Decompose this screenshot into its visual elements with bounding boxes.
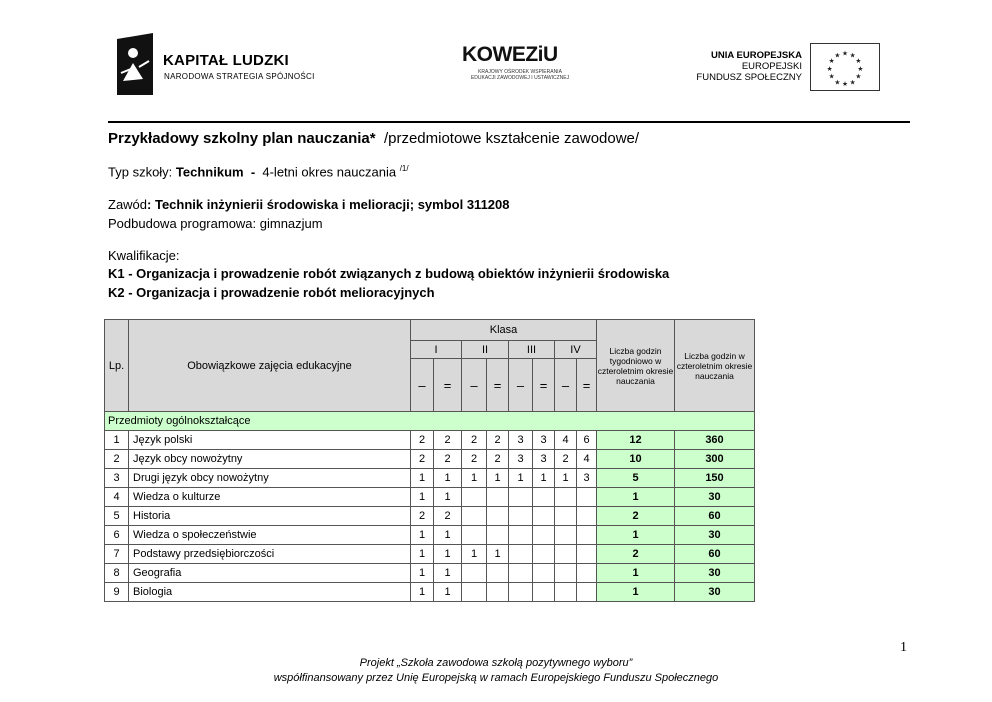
row-semester-hours: 6 — [577, 431, 597, 450]
eu-line-1: UNIA EUROPEJSKA — [711, 50, 802, 61]
row-semester-hours: 1 — [434, 583, 462, 602]
title-rest: /przedmiotowe kształcenie zawodowe/ — [383, 130, 640, 147]
row-semester-hours — [577, 583, 597, 602]
row-semester-hours — [462, 583, 487, 602]
row-semester-hours — [577, 545, 597, 564]
svg-text:★: ★ — [849, 51, 856, 60]
table-row — [105, 488, 755, 507]
class-header: I — [411, 341, 462, 359]
row-semester-hours: 1 — [411, 488, 434, 507]
kowezu-logo: KOWEZiU — [462, 43, 558, 66]
row-semester-hours: 2 — [434, 431, 462, 450]
study-plan-table — [104, 319, 755, 602]
row-subject: Podstawy przedsiębiorczości — [129, 545, 411, 564]
row-semester-hours — [509, 488, 533, 507]
row-total-hours: 30 — [675, 583, 755, 602]
total-hours-header: Liczba godzin w czteroletnim okresie nauczania — [675, 320, 755, 412]
semester-header: – — [509, 359, 533, 412]
row-lp: 4 — [105, 488, 129, 507]
class-header: II — [462, 341, 509, 359]
row-total-hours: 300 — [675, 450, 755, 469]
row-semester-hours — [462, 564, 487, 583]
page-number: 1 — [900, 640, 907, 655]
row-semester-hours: 1 — [434, 545, 462, 564]
row-subject: Wiedza o kulturze — [129, 488, 411, 507]
school-type: Technikum — [175, 164, 244, 180]
class-header: III — [509, 341, 555, 359]
table-row — [105, 431, 755, 450]
row-weekly-hours: 2 — [597, 507, 675, 526]
semester-header: – — [462, 359, 487, 412]
row-semester-hours — [555, 488, 577, 507]
row-total-hours: 360 — [675, 431, 755, 450]
row-total-hours: 60 — [675, 545, 755, 564]
row-weekly-hours: 5 — [597, 469, 675, 488]
svg-text:★: ★ — [855, 72, 862, 81]
row-semester-hours — [487, 507, 509, 526]
title-bold: Przykładowy szkolny plan nauczania* — [108, 130, 376, 147]
semester-header: = — [577, 359, 597, 412]
school-type-line — [108, 164, 409, 179]
row-semester-hours — [509, 545, 533, 564]
table-row — [105, 469, 755, 488]
row-semester-hours — [487, 526, 509, 545]
semester-header: = — [487, 359, 509, 412]
row-semester-hours — [533, 545, 555, 564]
row-semester-hours: 1 — [533, 469, 555, 488]
semester-header: = — [533, 359, 555, 412]
row-lp: 2 — [105, 450, 129, 469]
row-semester-hours — [533, 583, 555, 602]
row-semester-hours: 3 — [577, 469, 597, 488]
row-subject: Biologia — [129, 583, 411, 602]
table-row — [105, 583, 755, 602]
row-semester-hours — [555, 526, 577, 545]
row-total-hours: 30 — [675, 526, 755, 545]
school-note: /1/ — [399, 164, 409, 173]
occupation: : Technik inżynierii środowiska i melioracji; symbol 311208 — [147, 197, 510, 212]
row-weekly-hours: 1 — [597, 583, 675, 602]
occupation-label: Zawód — [108, 197, 148, 212]
row-semester-hours: 1 — [434, 564, 462, 583]
svg-text:★: ★ — [834, 78, 841, 87]
semester-header: = — [434, 359, 462, 412]
row-semester-hours — [577, 488, 597, 507]
eu-flag-icon — [810, 43, 880, 91]
row-weekly-hours: 1 — [597, 564, 675, 583]
row-lp: 7 — [105, 545, 129, 564]
row-semester-hours — [555, 545, 577, 564]
row-semester-hours: 1 — [487, 545, 509, 564]
row-lp: 1 — [105, 431, 129, 450]
row-semester-hours — [509, 507, 533, 526]
footer-line-1: Projekt „Szkoła zawodowa szkołą pozytywnego wyboru” — [359, 657, 633, 669]
lp-header: Lp. — [105, 320, 129, 412]
row-semester-hours: 1 — [434, 526, 462, 545]
row-lp: 3 — [105, 469, 129, 488]
subject-header: Obowiązkowe zajęcia edukacyjne — [129, 320, 411, 412]
row-semester-hours — [555, 507, 577, 526]
kapital-ludzki-logo-icon — [117, 33, 153, 95]
row-semester-hours — [533, 507, 555, 526]
table-row — [105, 526, 755, 545]
row-semester-hours — [577, 564, 597, 583]
svg-text:★: ★ — [855, 57, 862, 66]
eu-text — [690, 50, 802, 83]
table-row — [105, 564, 755, 583]
row-total-hours: 60 — [675, 507, 755, 526]
row-semester-hours: 2 — [462, 431, 487, 450]
table-row — [105, 507, 755, 526]
weekly-hours-header: Liczba godzin tygodniowo w czteroletnim okresie nauczania — [597, 320, 675, 412]
row-semester-hours: 3 — [533, 450, 555, 469]
section-general-subjects: Przedmioty ogólnokształcące — [105, 412, 755, 431]
svg-text:★: ★ — [826, 64, 833, 73]
row-semester-hours: 1 — [411, 526, 434, 545]
row-semester-hours: 2 — [462, 450, 487, 469]
row-semester-hours: 2 — [411, 450, 434, 469]
row-weekly-hours: 12 — [597, 431, 675, 450]
row-semester-hours: 4 — [555, 431, 577, 450]
semester-header: – — [555, 359, 577, 412]
row-semester-hours — [533, 526, 555, 545]
row-semester-hours: 2 — [555, 450, 577, 469]
row-semester-hours: 2 — [411, 431, 434, 450]
kapital-ludzki-subtitle: NARODOWA STRATEGIA SPÓJNOŚCI — [164, 72, 315, 81]
row-semester-hours — [462, 526, 487, 545]
svg-text:★: ★ — [857, 64, 864, 73]
svg-text:★: ★ — [828, 57, 835, 66]
row-semester-hours — [462, 488, 487, 507]
row-total-hours: 150 — [675, 469, 755, 488]
row-semester-hours: 1 — [434, 488, 462, 507]
row-semester-hours — [533, 564, 555, 583]
base-line: Podbudowa programowa: gimnazjum — [108, 216, 323, 231]
svg-text:★: ★ — [828, 72, 835, 81]
row-semester-hours: 2 — [487, 450, 509, 469]
row-subject: Język obcy nowożytny — [129, 450, 411, 469]
row-semester-hours: 2 — [434, 507, 462, 526]
footer-line-2: współfinansowany przez Unię Europejską w ramach Europejskiego Funduszu Społecznego — [273, 672, 719, 684]
row-semester-hours: 1 — [509, 469, 533, 488]
row-lp: 5 — [105, 507, 129, 526]
row-weekly-hours: 1 — [597, 488, 675, 507]
row-semester-hours — [555, 583, 577, 602]
row-semester-hours — [487, 488, 509, 507]
row-subject: Geografia — [129, 564, 411, 583]
school-period: 4-letni okres nauczania — [262, 164, 400, 180]
row-semester-hours: 2 — [411, 507, 434, 526]
row-semester-hours — [462, 507, 487, 526]
row-semester-hours: 3 — [533, 431, 555, 450]
row-weekly-hours: 1 — [597, 526, 675, 545]
row-subject: Historia — [129, 507, 411, 526]
row-semester-hours — [577, 526, 597, 545]
kapital-ludzki-title: KAPITAŁ LUDZKI — [163, 52, 289, 69]
row-subject: Wiedza o społeczeństwie — [129, 526, 411, 545]
row-semester-hours — [555, 564, 577, 583]
row-semester-hours: 1 — [411, 583, 434, 602]
svg-text:★: ★ — [849, 78, 856, 87]
row-semester-hours — [509, 583, 533, 602]
row-semester-hours: 4 — [577, 450, 597, 469]
row-semester-hours: 1 — [411, 469, 434, 488]
row-total-hours: 30 — [675, 564, 755, 583]
row-semester-hours — [577, 507, 597, 526]
row-weekly-hours: 10 — [597, 450, 675, 469]
row-semester-hours — [509, 564, 533, 583]
row-semester-hours: 3 — [509, 431, 533, 450]
table-row — [105, 450, 755, 469]
row-subject: Język polski — [129, 431, 411, 450]
row-lp: 9 — [105, 583, 129, 602]
header-divider — [108, 121, 910, 123]
eu-line-3: FUNDUSZ SPOŁECZNY — [696, 72, 802, 83]
class-header: IV — [555, 341, 597, 359]
row-semester-hours: 1 — [462, 469, 487, 488]
occupation-line — [108, 197, 510, 212]
table-body — [105, 431, 755, 602]
qualification-k2: K2 - Organizacja i prowadzenie robót melioracyjnych — [108, 285, 435, 300]
row-semester-hours: 2 — [487, 431, 509, 450]
semester-header: – — [411, 359, 434, 412]
row-semester-hours: 1 — [555, 469, 577, 488]
school-type-label: Typ szkoły: — [108, 164, 176, 180]
row-lp: 6 — [105, 526, 129, 545]
eu-line-2: EUROPEJSKI — [741, 61, 802, 72]
kowezu-subtitle: KRAJOWY OŚRODEK WSPIERANIA EDUKACJI ZAWODOWEJ I USTAWICZNEJ — [470, 69, 570, 81]
klasa-header: Klasa — [411, 320, 597, 341]
row-subject: Drugi język obcy nowożytny — [129, 469, 411, 488]
row-semester-hours: 1 — [434, 469, 462, 488]
row-semester-hours — [509, 526, 533, 545]
row-semester-hours — [533, 488, 555, 507]
page-title — [108, 130, 639, 147]
row-semester-hours: 3 — [509, 450, 533, 469]
row-semester-hours: 2 — [434, 450, 462, 469]
row-total-hours: 30 — [675, 488, 755, 507]
school-dash: - — [243, 164, 263, 180]
svg-text:★: ★ — [842, 80, 848, 89]
row-semester-hours — [487, 564, 509, 583]
svg-text:★: ★ — [842, 49, 848, 58]
row-semester-hours: 1 — [487, 469, 509, 488]
row-weekly-hours: 2 — [597, 545, 675, 564]
table-row — [105, 545, 755, 564]
row-semester-hours: 1 — [411, 564, 434, 583]
qualifications-label: Kwalifikacje: — [108, 248, 180, 263]
svg-text:★: ★ — [834, 51, 841, 60]
row-semester-hours: 1 — [462, 545, 487, 564]
row-semester-hours: 1 — [411, 545, 434, 564]
row-lp: 8 — [105, 564, 129, 583]
row-semester-hours — [487, 583, 509, 602]
qualification-k1: K1 - Organizacja i prowadzenie robót związanych z budową obiektów inżynierii środowiska — [108, 266, 670, 281]
